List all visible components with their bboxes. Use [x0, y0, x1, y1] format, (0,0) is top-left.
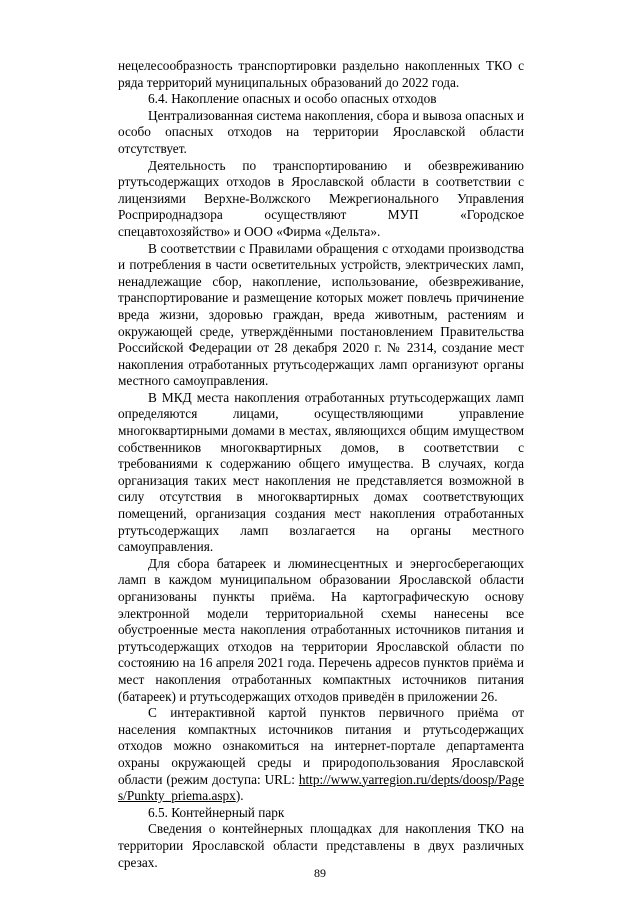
section-heading-6-4: 6.4. Накопление опасных и особо опасных отходов: [148, 91, 437, 107]
interactive-map-tail: ).: [235, 788, 244, 804]
paragraph-container-sites: Сведения о контейнерных площадках для накопления ТКО на территории Ярославской области представлены в двух различных срезах.: [118, 821, 524, 870]
paragraph-regulations: В соответствии с Правилами обращения с отходами производства и потребления в части осветительных устройств, электрических ламп, ненадлежащие сбор, накопление, использование, обезвреживание, транспортирование и размещение которых может повлечь причинение вреда жизни, здоровью граждан, вреда животным, растениям и окружающей среде, утверждёнными постановлением Правительства Российской Федерации от 28 декабря 2020 г. № 2314, создание мест накопления отработанных ртутьсодержащих ламп организуют органы местного самоуправления.: [118, 240, 524, 389]
page-number: 89: [314, 866, 326, 880]
paragraph-mkd-collection: В МКД места накопления отработанных ртутьсодержащих ламп определяются лицами, осуществляющими управление многоквартирными домами в местах, являющихся общим имуществом собственников многоквартирных домов, в соответствии с требованиями к содержанию общего имущества. В случаях, когда организация таких мест накопления не представляется возможной в силу отсутствия в многоквартирных домах соответствующих помещений, организация создания мест накопления отработанных ртутьсодержащих ламп возлагается на органы местного самоуправления.: [118, 389, 524, 555]
paragraph-continuation: нецелесообразность транспортировки раздельно накопленных ТКО с ряда территорий муниципальных образований до 2022 года.: [118, 58, 524, 90]
paragraph-centralized-system: Централизованная система накопления, сбора и вывоза опасных и особо опасных отходов на территории Ярославской области отсутствует.: [118, 107, 524, 156]
section-heading-6-5: 6.5. Контейнерный парк: [148, 804, 285, 820]
document-page: [118, 58, 524, 871]
paragraph-collection-points: Для сбора батареек и люминесцентных и энергосберегающих ламп в каждом муниципальном образовании Ярославской области организованы пункты приёма. На картографическую основу электронной модели территориальной схемы нанесены все обустроенные места накопления отработанных источников питания и ртутьсодержащих отходов на территории Ярославской области по состоянию на 16 апреля 2021 года. Перечень адресов пунктов приёма и мест накопления отработанных компактных источников питания (батареек) и ртутьсодержащих отходов приведён в приложении 26.: [118, 555, 524, 704]
interactive-map-text: С интерактивной картой пунктов первичного приёма от населения компактных источников питания и ртутьсодержащих отходов можно ознакомиться на интернет-портале департамента охраны окружающей среды и природопользования Ярославской области (режим доступа: URL:: [118, 705, 524, 787]
paragraph-interactive-map: [118, 705, 524, 805]
portal-link[interactable]: http://www.yarregion.ru/depts/doosp/Pages/Punkty_priema.aspx: [118, 771, 524, 804]
paragraph-licensed-operators: Деятельность по транспортированию и обезвреживанию ртутьсодержащих отходов в Ярославской области в соответствии с лицензиями Верхне-Волжского Межрегионального Управления Росприроднадзора осуществляют МУП «Городское спецавтохозяйство» и ООО «Фирма «Дельта».: [118, 157, 524, 239]
